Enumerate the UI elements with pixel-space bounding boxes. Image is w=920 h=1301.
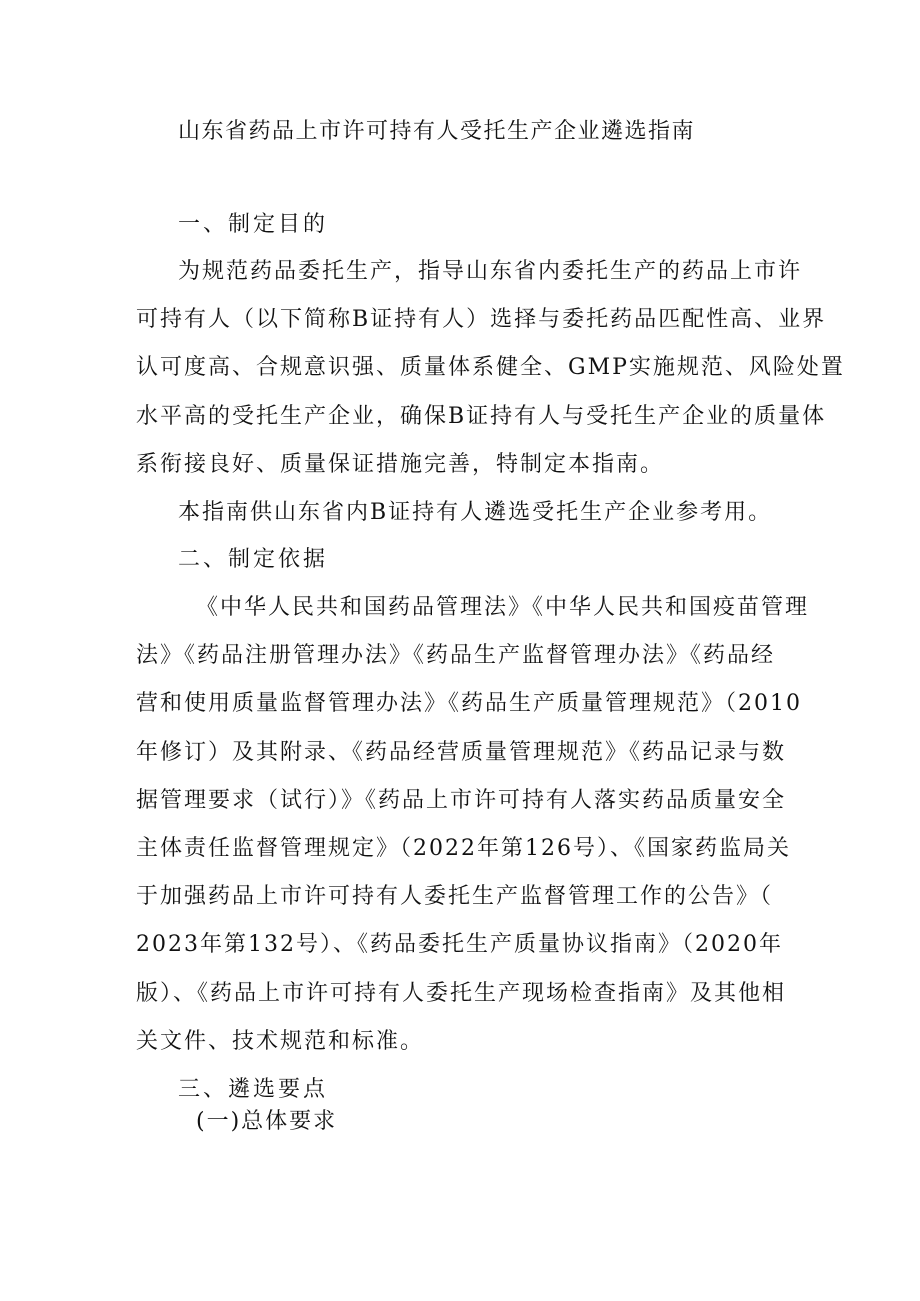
section-2-paragraph-line-7: 于加强药品上市许可持有人委托生产监督管理工作的公告》（ — [136, 884, 774, 909]
section-1-paragraph-1-line-4: 水平高的受托生产企业，确保B证持有人与受托生产企业的质量体 — [136, 404, 827, 429]
section-2-paragraph-line-4: 年修订）及其附录、《药品经营质量管理规范》《药品记录与数 — [136, 740, 787, 765]
section-2-heading: 二、制定依据 — [178, 547, 329, 572]
document-title: 山东省药品上市许可持有人受托生产企业遴选指南 — [178, 119, 696, 144]
section-2-paragraph-line-2: 法》《药品注册管理办法》《药品生产监督管理办法》《药品经 — [136, 643, 776, 668]
section-2-paragraph-line-8: 2023年第132号）、《药品委托生产质量协议指南》（2020年 — [136, 932, 783, 957]
section-2-paragraph-line-6: 主体责任监督管理规定》（2022年第126号）、《国家药监局关 — [136, 836, 791, 861]
section-3-subheading-1: (一)总体要求 — [196, 1109, 338, 1134]
section-1-paragraph-2: 本指南供山东省内B证持有人遴选受托生产企业参考用。 — [178, 500, 773, 525]
section-1-paragraph-1-line-2: 可持有人（以下简称B证持有人）选择与委托药品匹配性高、业界 — [136, 307, 827, 332]
section-1-paragraph-1-line-3: 认可度高、合规意识强、质量体系健全、GMP实施规范、风险处置 — [136, 355, 845, 380]
section-2-paragraph-line-9: 版）、《药品上市许可持有人委托生产现场检查指南》及其他相 — [136, 981, 787, 1006]
section-1-paragraph-1-line-5: 系衔接良好、质量保证措施完善，特制定本指南。 — [136, 452, 665, 477]
section-1-heading: 一、制定目的 — [178, 212, 329, 237]
section-2-paragraph-line-1: 《中华人民共和国药品管理法》《中华人民共和国疫苗管理 — [196, 595, 810, 620]
section-3-heading: 三、遴选要点 — [178, 1077, 329, 1102]
section-1-paragraph-1-line-1: 为规范药品委托生产，指导山东省内委托生产的药品上市许 — [178, 259, 803, 284]
section-2-paragraph-line-5: 据管理要求（试行）》《药品上市许可持有人落实药品质量安全 — [136, 788, 787, 813]
section-2-paragraph-line-10: 关文件、技术规范和标准。 — [136, 1029, 425, 1054]
section-2-paragraph-line-3: 营和使用质量监督管理办法》《药品生产质量管理规范》（2010 — [136, 691, 802, 716]
